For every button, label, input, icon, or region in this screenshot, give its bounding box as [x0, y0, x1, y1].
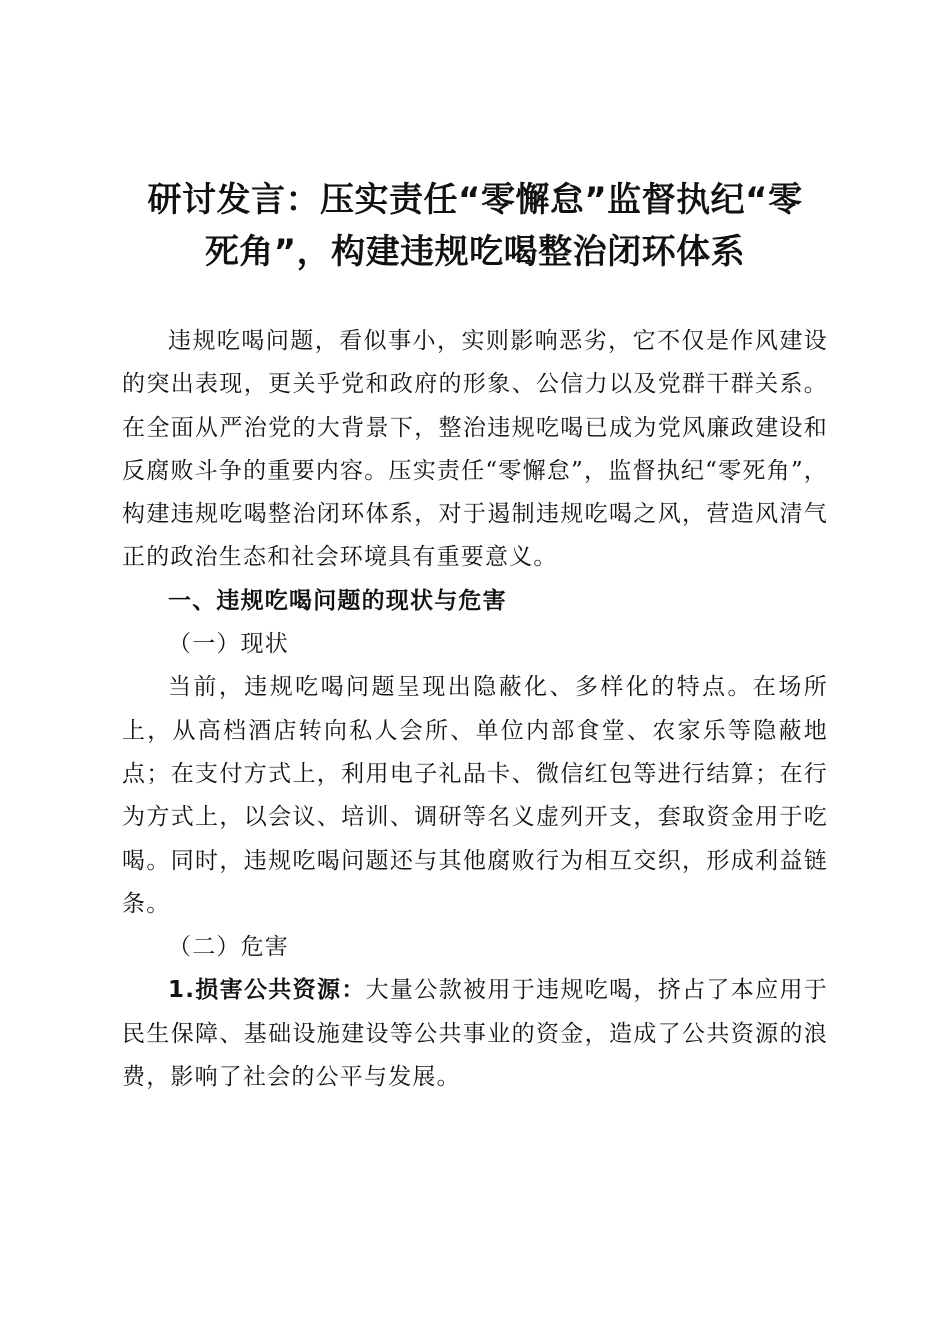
document-body	[122, 320, 828, 1099]
section-heading-1: 一、违规吃喝问题的现状与危害	[168, 587, 507, 614]
intro-paragraph: 违规吃喝问题，看似事小，实则影响恶劣，它不仅是作风建设的突出表现，更关乎党和政府的形象、公信力以及党群干群关系。在全面从严治党的大背景下，整治违规吃喝已成为党风廉政建设和反腐败斗争的重要内容。压实责任“零懈怠”，监督执纪“零死角”，构建违规吃喝整治闭环体系，对于遏制违规吃喝之风，营造风清气正的政治生态和社会环境具有重要意义。	[122, 328, 828, 571]
status-paragraph: 当前，违规吃喝问题呈现出隐蔽化、多样化的特点。在场所上，从高档酒店转向私人会所、单位内部食堂、农家乐等隐蔽地点；在支付方式上，利用电子礼品卡、微信红包等进行结算；在行为方式上，以会议、培训、调研等名义虚列开支，套取资金用于吃喝。同时，违规吃喝问题还与其他腐败行为相互交织，形成利益链条。	[122, 674, 828, 917]
subsection-heading-status: （一）现状	[168, 631, 289, 658]
title-line-1: 研讨发言：压实责任“零懈怠”监督执纪“零	[147, 180, 803, 220]
harm-paragraph-1	[122, 969, 828, 1099]
title-line-2: 死角”，构建违规吃喝整治闭环体系	[204, 232, 746, 272]
harm-1-text: 大量公款被用于违规吃喝，挤占了本应用于民生保障、基础设施建设等公共事业的资金，造成了公共资源的浪费，影响了社会的公平与发展。	[122, 977, 828, 1091]
subsection-heading-harm: （二）危害	[168, 934, 289, 961]
harm-1-lead: 1.损害公共资源：	[168, 977, 366, 1004]
document-title	[100, 174, 850, 278]
